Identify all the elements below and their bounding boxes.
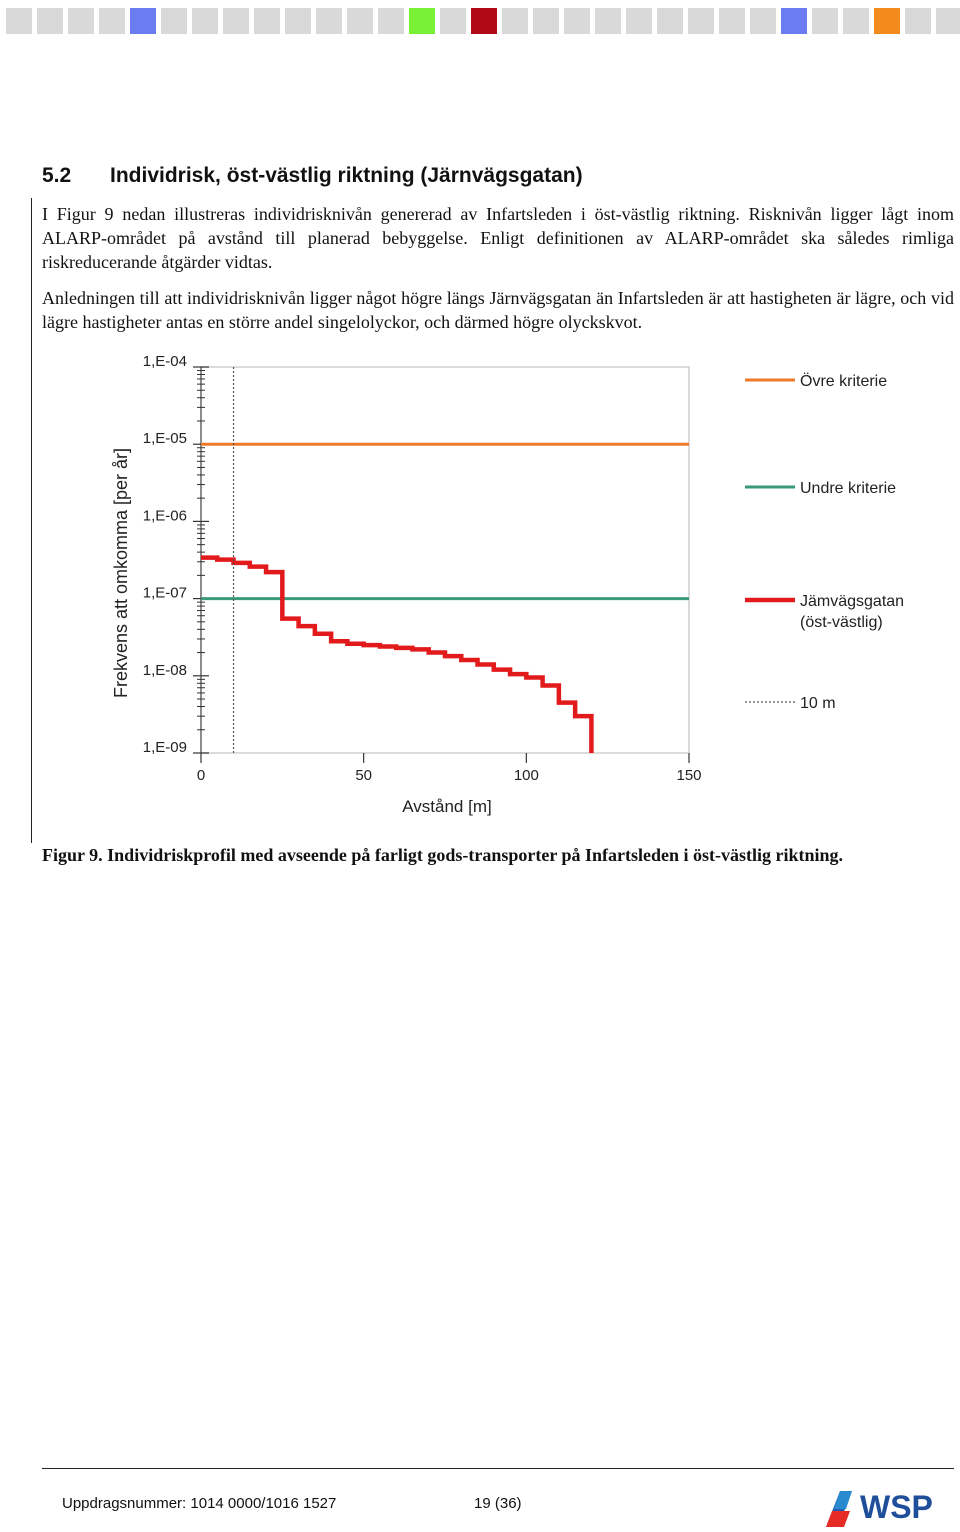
color-swatch [843,8,869,34]
x-tick-label: 100 [513,767,539,784]
color-swatch [378,8,404,34]
section-heading [42,164,583,188]
y-tick-label: 1,E-08 [142,661,187,679]
legend-label: Jämvägsgatan [800,593,905,610]
x-axis-label: Avstånd [m] [402,797,492,816]
change-bar [31,198,32,843]
paragraph-1: I Figur 9 nedan illustreras individrisknivån genererad av Infartsleden i öst-västlig riktning. Risknivån ligger lågt inom ALARP-området på avstånd till planerad bebyggelse. Enligt definitionen av ALARP-området ska således rimliga riskreducerande åtgärder vidtas. [42,204,954,272]
color-swatch [595,8,621,34]
project-number: Uppdragsnummer: 1014 0000/1016 1527 [62,1495,337,1512]
color-swatch [285,8,311,34]
color-swatch [502,8,528,34]
color-swatch [254,8,280,34]
paragraph-2: Anledningen till att individrisknivån ligger något högre längs Järnvägsgatan än Infartsleden är att hastigheten är lägre, och vid lägre hastigheter antas en större andel singelolyckor, och därmed högre olyckskvot. [42,288,954,332]
color-swatch [781,8,807,34]
x-tick-label: 50 [355,767,373,784]
risk-profile-chart [100,350,920,830]
color-swatch [750,8,776,34]
color-swatch [316,8,342,34]
top-color-bar [0,0,960,40]
color-swatch [68,8,94,34]
legend-label: (öst-västlig) [800,614,883,631]
section-title: Individrisk, öst-västlig riktning (Järnvägsgatan) [110,164,583,187]
color-swatch [409,8,435,34]
chart-legend [745,372,904,712]
y-tick-label: 1,E-06 [142,507,187,525]
wsp-logo [822,1485,958,1529]
series-line [201,558,591,753]
y-tick-label: 1,E-05 [142,430,187,448]
color-swatch [99,8,125,34]
footer-rule [42,1468,954,1469]
logo-text: WSP [860,1489,933,1525]
color-swatch [905,8,931,34]
section-number: 5.2 [42,164,72,187]
color-swatch [626,8,652,34]
color-swatch [440,8,466,34]
color-swatch [533,8,559,34]
y-tick-label: 1,E-07 [142,584,187,602]
x-tick-label: 0 [196,767,206,784]
color-swatch [874,8,900,34]
color-swatch [688,8,714,34]
chart-series [201,367,689,753]
color-swatch [223,8,249,34]
color-swatch [936,8,960,34]
plot-frame [201,367,689,753]
color-swatch [6,8,32,34]
legend-label: 10 m [800,695,836,712]
color-swatch [564,8,590,34]
color-swatch [471,8,497,34]
y-axis-ticks [143,353,209,756]
y-tick-label: 1,E-09 [142,739,187,756]
color-swatch [37,8,63,34]
color-swatch [347,8,373,34]
color-swatch [130,8,156,34]
y-tick-label: 1,E-04 [142,353,187,370]
x-axis-ticks [197,753,702,784]
color-swatch [719,8,745,34]
x-tick-label: 150 [676,767,702,784]
page-number: 19 (36) [474,1495,522,1512]
color-swatch [812,8,838,34]
color-swatch [192,8,218,34]
legend-label: Övre kriterie [800,373,888,390]
legend-label: Undre kriterie [800,480,897,497]
y-axis-label: Frekvens att omkomma [per år] [111,447,131,699]
chart-grid [201,367,689,753]
figure-caption: Figur 9. Individriskprofil med avseende på farligt gods-transporter på Infartsleden i öst-västlig riktning. [42,845,844,865]
color-swatch [657,8,683,34]
color-swatch [161,8,187,34]
